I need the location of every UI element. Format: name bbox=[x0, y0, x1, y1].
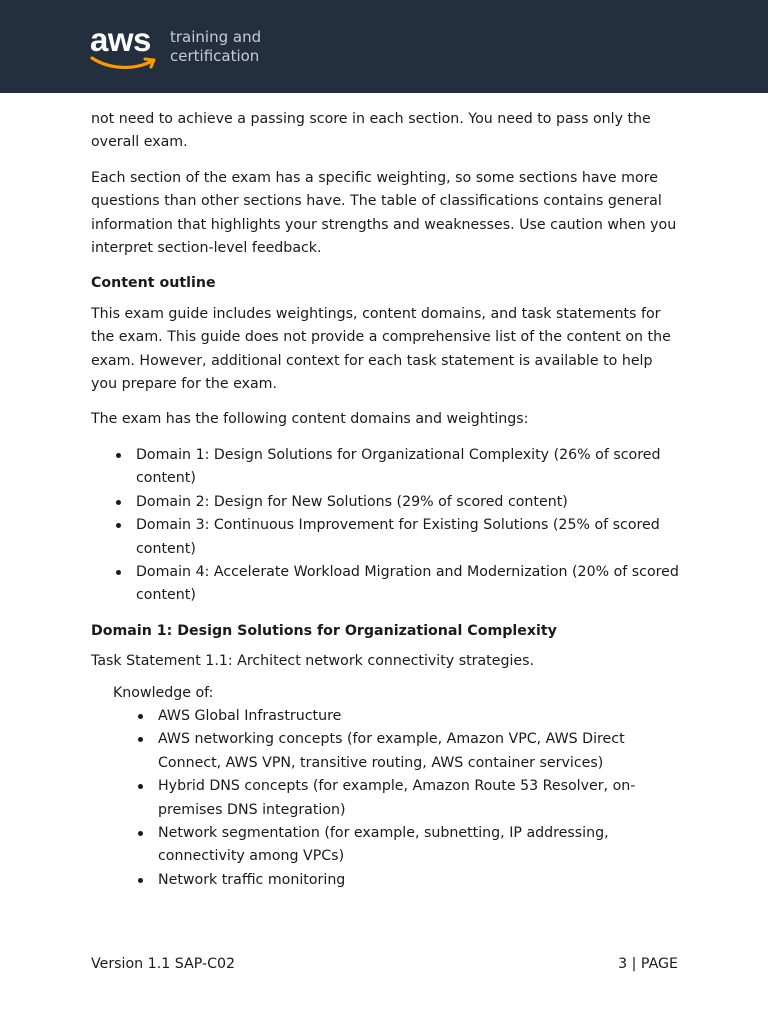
content-outline-heading: Content outline bbox=[91, 275, 216, 292]
aws-training-logo bbox=[90, 20, 290, 76]
aws-logo-text: aws bbox=[90, 21, 151, 58]
aws-smile-icon bbox=[90, 54, 160, 74]
paragraph-domains-intro: The exam has the following content domains and weightings: bbox=[91, 411, 529, 428]
domain1-heading: Domain 1: Design Solutions for Organizational Complexity bbox=[91, 622, 557, 639]
footer-version: Version 1.1 SAP-C02 bbox=[91, 956, 236, 972]
knowledge-list-item: AWS networking concepts (for example, Amazon VPC, AWS Direct Connect, AWS VPN, transitive routing, AWS container services) bbox=[113, 728, 681, 775]
page-header bbox=[0, 0, 768, 93]
logo-subtitle bbox=[170, 28, 261, 66]
document-body bbox=[91, 108, 681, 904]
task-statement: Task Statement 1.1: Architect network connectivity strategies. bbox=[91, 653, 535, 670]
paragraph-exam-guide: This exam guide includes weightings, content domains, and task statements for the exam. This guide does not provide a comprehensive list of the content on the exam. However, additional context for each task statement is available to help you prepare for the exam. bbox=[91, 305, 671, 393]
domain-list bbox=[91, 444, 681, 608]
paragraph-passing-score: not need to achieve a passing score in each section. You need to pass only the overall exam. bbox=[91, 111, 651, 151]
knowledge-heading: Knowledge of: bbox=[113, 684, 214, 701]
knowledge-list-item: Hybrid DNS concepts (for example, Amazon Route 53 Resolver, on-premises DNS integration) bbox=[113, 775, 681, 822]
paragraph-weighting: Each section of the exam has a specific weighting, so some sections have more questions than other sections have. The table of classifications contains general information that highlights your strengths and weaknesses. Use caution when you interpret section-level feedback. bbox=[91, 169, 677, 257]
footer-page-number: 3 | PAGE bbox=[618, 956, 678, 972]
knowledge-list-item: Network segmentation (for example, subnetting, IP addressing, connectivity among VPCs) bbox=[113, 822, 681, 869]
domain-list-item: Domain 4: Accelerate Workload Migration and Modernization (20% of scored content) bbox=[91, 561, 681, 608]
logo-subtitle-line1: training and bbox=[170, 28, 262, 46]
knowledge-list-item: AWS Global Infrastructure bbox=[113, 705, 681, 728]
knowledge-section bbox=[113, 682, 681, 893]
knowledge-list bbox=[113, 705, 681, 892]
logo-subtitle-line2: certification bbox=[170, 47, 260, 65]
knowledge-list-item: Network traffic monitoring bbox=[113, 869, 681, 892]
domain-list-item: Domain 2: Design for New Solutions (29% of scored content) bbox=[91, 491, 681, 514]
domain-list-item: Domain 3: Continuous Improvement for Existing Solutions (25% of scored content) bbox=[91, 514, 681, 561]
domain-list-item: Domain 1: Design Solutions for Organizational Complexity (26% of scored content) bbox=[91, 444, 681, 491]
